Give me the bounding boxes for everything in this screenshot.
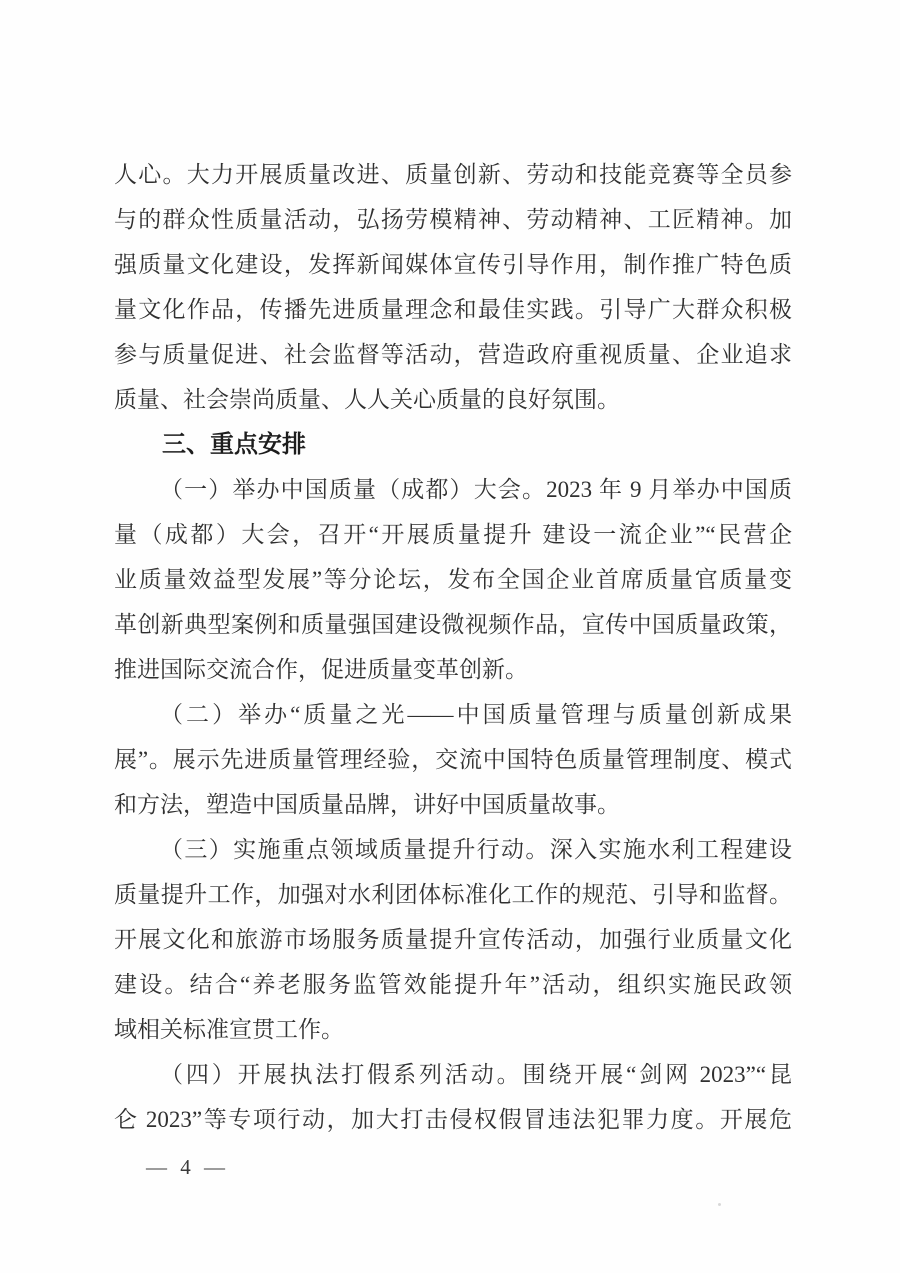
document-line: （二）举办“质量之光——中国质量管理与质量创新成果	[160, 702, 792, 727]
document-line: 域相关标准宣贯工作。	[114, 1017, 344, 1042]
document-line: 量（成都）大会，召开“开展质量提升 建设一流企业”“民营企	[114, 522, 792, 547]
document-line: 参与质量促进、社会监督等活动，营造政府重视质量、企业追求	[114, 342, 792, 367]
document-line: 推进国际交流合作，促进质量变革创新。	[114, 657, 528, 682]
document-line: 质量提升工作，加强对水利团体标准化工作的规范、引导和监督。	[114, 882, 792, 907]
scan-artifact-speck	[718, 1203, 721, 1206]
document-line: 开展文化和旅游市场服务质量提升宣传活动，加强行业质量文化	[114, 927, 792, 952]
document-line: 质量、社会崇尚质量、人人关心质量的良好氛围。	[114, 387, 620, 412]
document-line: （四）开展执法打假系列活动。围绕开展“剑网 2023”“昆	[160, 1062, 792, 1087]
document-line: 强质量文化建设，发挥新闻媒体宣传引导作用，制作推广特色质	[114, 252, 792, 277]
document-line: 量文化作品，传播先进质量理念和最佳实践。引导广大群众积极	[114, 297, 792, 322]
document-line: （一）举办中国质量（成都）大会。2023 年 9 月举办中国质	[160, 477, 792, 502]
document-line: 建设。结合“养老服务监管效能提升年”活动，组织实施民政领	[114, 972, 792, 997]
document-line: 仑 2023”等专项行动，加大打击侵权假冒违法犯罪力度。开展危	[114, 1107, 792, 1132]
document-line: 和方法，塑造中国质量品牌，讲好中国质量故事。	[114, 792, 620, 817]
text-block	[114, 152, 792, 1142]
page-number: — 4 —	[146, 1155, 229, 1179]
document-line: 革创新典型案例和质量强国建设微视频作品，宣传中国质量政策，	[114, 612, 792, 637]
document-line: 人心。大力开展质量改进、质量创新、劳动和技能竞赛等全员参	[114, 162, 792, 187]
section-heading: 三、重点安排	[162, 431, 306, 458]
document-line: 业质量效益型发展”等分论坛，发布全国企业首席质量官质量变	[114, 567, 792, 592]
document-line: 与的群众性质量活动，弘扬劳模精神、劳动精神、工匠精神。加	[114, 207, 792, 232]
document-line: 展”。展示先进质量管理经验，交流中国特色质量管理制度、模式	[114, 747, 792, 772]
document-line: （三）实施重点领域质量提升行动。深入实施水利工程建设	[160, 837, 792, 862]
